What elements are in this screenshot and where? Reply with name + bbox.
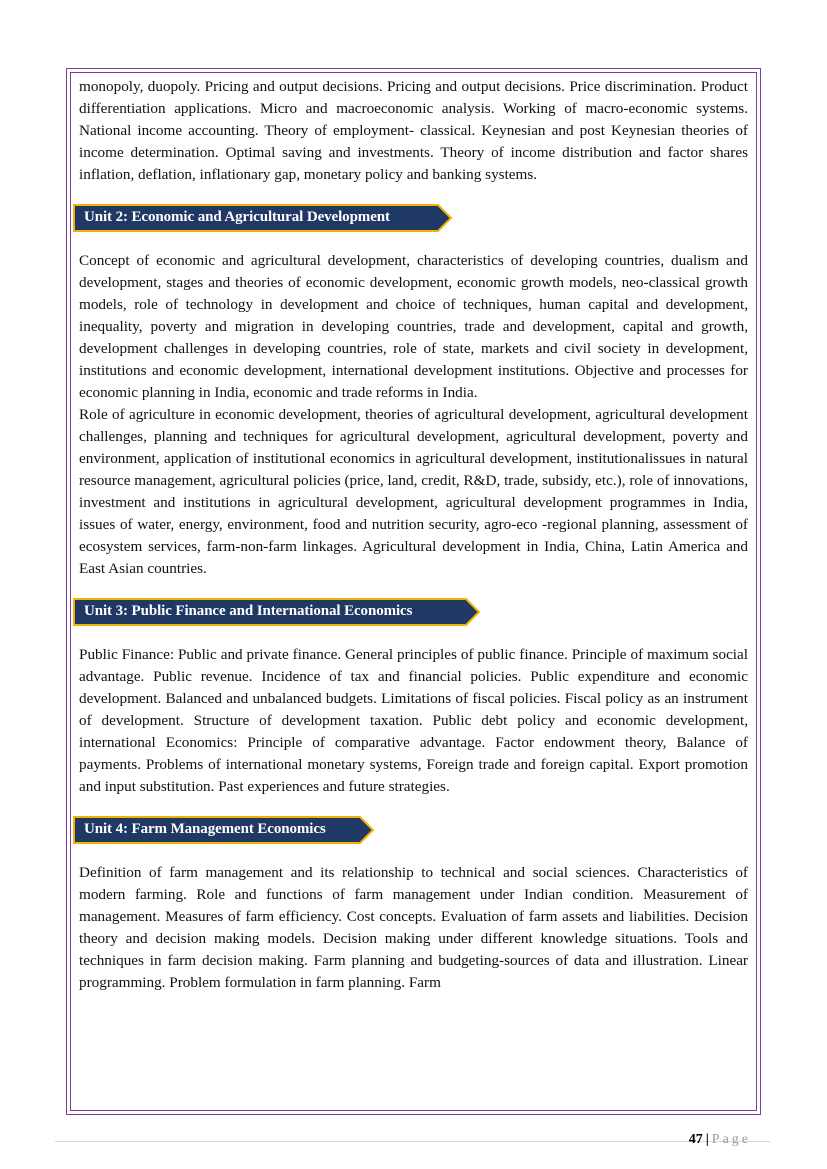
footer-divider xyxy=(55,1141,770,1142)
unit-4-paragraph: Definition of farm management and its relationship to technical and social sciences. Characteristics of modern farming. Role and functions of farm management under Indian condition. Measurement of management. Measures of farm efficiency. Cost concepts. Evaluation of farm assets and liabilities. Decision theory and decision making models. Decision making under different knowledge situations. Tools and techniques in farm decision making. Farm planning and budgeting-sources of data and illustration. Linear programming. Problem formulation in farm planning. Farm xyxy=(79,864,748,991)
intro-paragraph: monopoly, duopoly. Pricing and output decisions. Pricing and output decisions. Price discrimination. Product differentiation applications. Micro and macroeconomic analysis. Working of macro-economic systems. National income accounting. Theory of employment- classical. Keynesian and post Keynesian theories of income determination. Optimal saving and investments. Theory of income distribution and factor shares inflation, deflation, inflationary gap, monetary policy and banking systems. xyxy=(79,78,748,183)
page-number: 47 xyxy=(688,1132,703,1147)
unit-4-title: Unit 4: Farm Management Economics xyxy=(84,821,326,837)
page-label: Page xyxy=(711,1132,751,1147)
unit-4-heading xyxy=(73,816,748,846)
page-separator: | xyxy=(705,1132,709,1147)
unit-2-heading xyxy=(73,204,748,234)
page-content xyxy=(79,76,748,994)
unit-3-heading xyxy=(73,598,748,628)
page-footer xyxy=(689,1132,751,1148)
unit-2-paragraph-1: Concept of economic and agricultural development, characteristics of developing countries, dualism and development, stages and theories of economic development, economic growth models, neo-classical growth models, role of technology in development and choice of techniques, human capital and development, inequality, poverty and migration in developing countries, trade and development, capital and growth, development challenges in developing countries, role of state, markets and civil society in development, institutions and economic development, international development institutions. Objective and processes for economic planning in India, economic and trade reforms in India. xyxy=(79,252,748,401)
unit-3-title: Unit 3: Public Finance and International Economics xyxy=(84,603,413,619)
unit-3-paragraph: Public Finance: Public and private finance. General principles of public finance. Principle of maximum social advantage. Public revenue. Incidence of tax and financial policies. Public expenditure and economic development. Balanced and unbalanced budgets. Limitations of fiscal policies. Fiscal policy as an instrument of development. Structure of development taxation. Public debt policy and economic development, international Economics: Principle of comparative advantage. Factor endowment theory, Balance of payments. Problems of international monetary systems, Foreign trade and foreign capital. Export promotion and input substitution. Past experiences and future strategies. xyxy=(79,646,748,795)
unit-2-paragraph-2: Role of agriculture in economic development, theories of agricultural development, agricultural development challenges, planning and techniques for agricultural development, agricultural development, poverty and environment, application of institutional economics in agricultural development, institutionalissues in natural resource management, agricultural policies (price, land, credit, R&D, trade, subsidy, etc.), role of innovations, investment and institutions in agricultural development, agricultural development programmes in India, issues of water, energy, environment, food and nutrition security, agro-eco -regional planning, assessment of ecosystem services, farm-non-farm linkages. Agricultural development in India, China, Latin America and East Asian countries. xyxy=(79,406,748,577)
unit-2-title: Unit 2: Economic and Agricultural Development xyxy=(84,209,390,225)
